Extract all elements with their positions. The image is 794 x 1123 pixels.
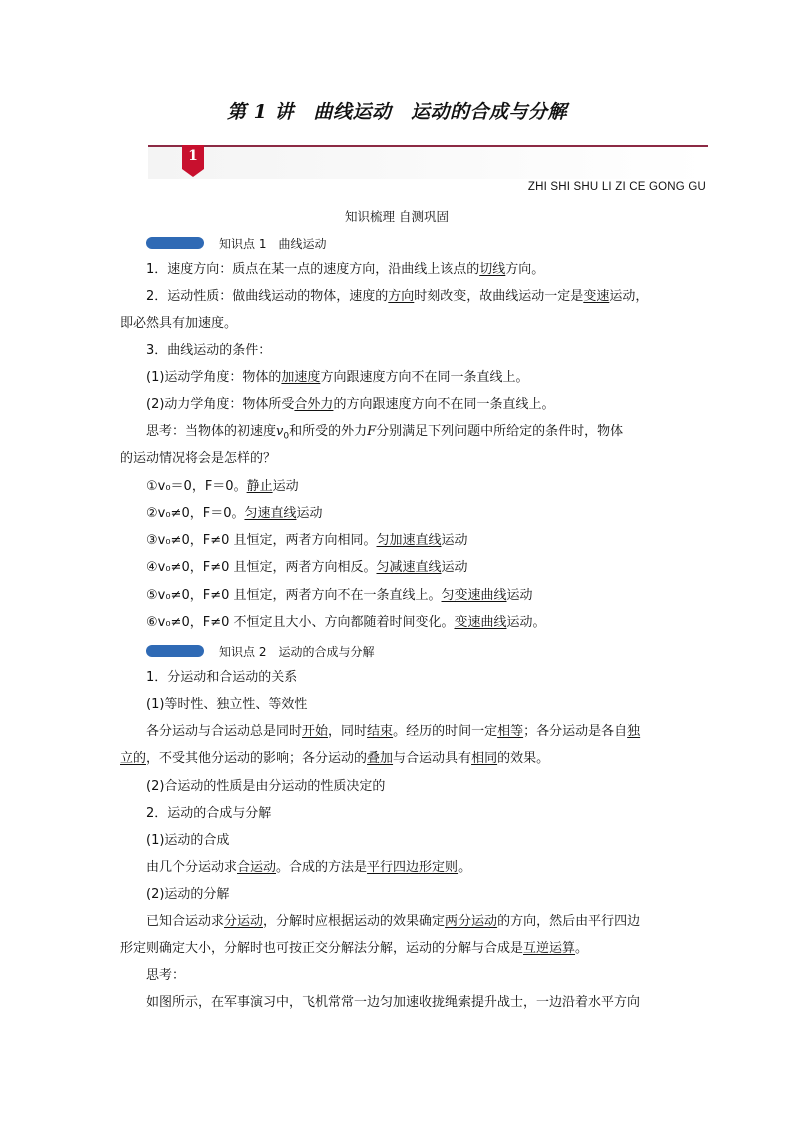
kp1-case-3: ③v₀≠0，F≠0 且恒定，两者方向相同。匀加速直线运动 [146,533,468,548]
kp2-para-6: 如图所示，在军事演习中，飞机常常一边匀加速收拢绳索提升战士，一边沿着水平方向 [146,995,641,1010]
kp1-line-3: 3．曲线运动的条件： [146,343,272,358]
knowledge-point-1-header [146,233,326,253]
kp1-label: 知识点 1 [219,236,267,251]
subtitle-pinyin: ZHI SHI SHU LI ZI CE GONG GU [527,181,706,193]
kp1-case-1: ①v₀＝0，F＝0。静止运动 [146,479,299,494]
kp2-label: 知识点 2 [219,644,267,659]
kp2-heading-2b: (2)运动的分解 [146,887,230,902]
kp1-line-5: (2)动力学角度：物体所受合外力的方向跟速度方向不在同一条直线上。 [146,397,555,412]
kp2-para-4: 已知合运动求分运动，分解时应根据运动的效果确定两分运动的方向，然后由平行四边 [146,914,641,929]
kp1-line-2: 2．运动性质：做曲线运动的物体，速度的方向时刻改变，故曲线运动一定是变速运动， [146,289,649,304]
section-badge-number: 1 [188,148,198,164]
kp1-case-5: ⑤v₀≠0，F≠0 且恒定，两者方向不在一条直线上。匀变速曲线运动 [146,588,533,603]
kp2-para-3: 由几个分运动求合运动。合成的方法是平行四边形定则。 [146,860,472,875]
kp2-para-4-cont: 形定则确定大小，分解时也可按正交分解法分解，运动的分解与合成是互逆运算。 [120,941,589,956]
kp1-think-cont: 的运动情况将会是怎样的？ [120,451,277,466]
lesson-title: 第 1 讲 曲线运动 运动的合成与分解 [227,101,567,123]
kp1-line-2-cont: 即必然具有加速度。 [120,316,238,331]
kp2-heading-1: 1．分运动和合运动的关系 [146,670,298,685]
kp2-para-1-cont: 立的，不受其他分运动的影响；各分运动的叠加与合运动具有相同的效果。 [120,751,550,766]
banner-rule [148,145,708,147]
kp2-heading-2: 2．运动的合成与分解 [146,806,272,821]
kp1-think: 思考：当物体的初速度$v_0$和所受的外力F分别满足下列问题中所给定的条件时，物体 [146,424,624,442]
kp2-heading-1b: (2)合运动的性质是由分运动的性质决定的 [146,779,386,794]
knowledge-point-pill-icon [146,645,204,657]
kp1-name: 曲线运动 [278,236,327,251]
kp1-case-4: ④v₀≠0，F≠0 且恒定，两者方向相反。匀减速直线运动 [146,560,468,575]
kp1-line-4: (1)运动学角度：物体的加速度方向跟速度方向不在同一条直线上。 [146,370,529,385]
section-banner [148,145,708,179]
kp2-heading-2a: (1)运动的合成 [146,833,230,848]
kp2-heading-1a: (1)等时性、独立性、等效性 [146,697,308,712]
kp2-para-1: 各分运动与合运动总是同时开始，同时结束。经历的时间一定相等；各分运动是各自独 [146,724,641,739]
kp1-line-1: 1．速度方向：质点在某一点的速度方向，沿曲线上该点的切线方向。 [146,262,545,277]
subtitle-chinese: 知识梳理 自测巩固 [345,209,449,224]
kp2-name: 运动的合成与分解 [278,644,375,659]
knowledge-point-pill-icon [146,237,204,249]
knowledge-point-2-header [146,641,374,661]
kp1-case-2: ②v₀≠0，F＝0。匀速直线运动 [146,506,323,521]
kp2-think-label: 思考： [146,968,186,983]
kp1-case-6: ⑥v₀≠0，F≠0 不恒定且大小、方向都随着时间变化。变速曲线运动。 [146,615,546,630]
